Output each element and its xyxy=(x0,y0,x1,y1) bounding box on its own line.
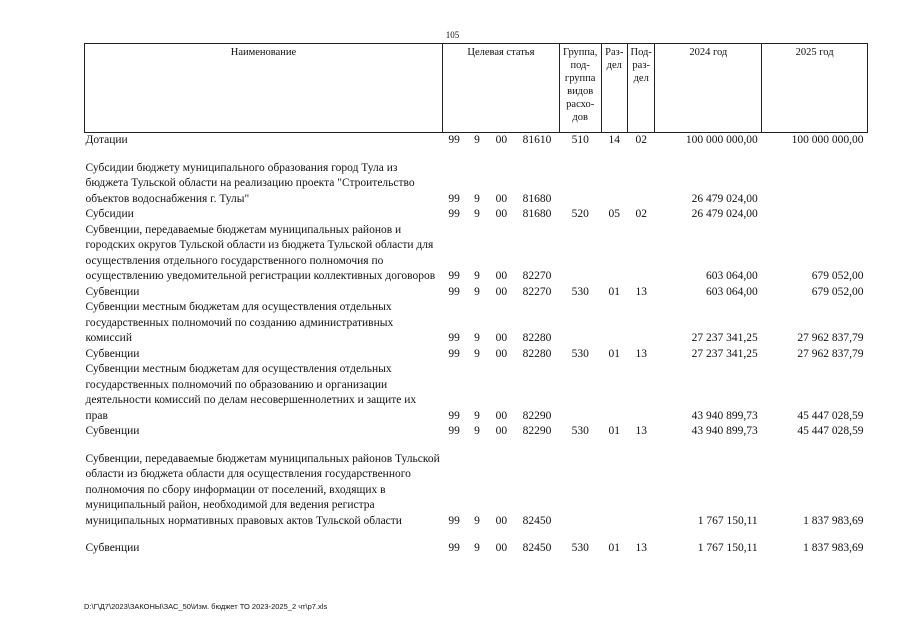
page-number: 105 xyxy=(445,30,460,40)
table-row xyxy=(85,223,868,285)
row-section: 01 xyxy=(608,425,620,437)
row-name: Дотации xyxy=(85,134,128,146)
row-name: Субвенции xyxy=(85,542,140,554)
row-expense-group xyxy=(559,440,601,530)
header-year-2025: 2025 год xyxy=(762,44,868,133)
header-target-article: Целевая статья xyxy=(442,44,559,133)
row-name: Субвенции местным бюджетам для осуществления отдельных государственных полномочий по созданию административных комиссий xyxy=(85,301,394,344)
table-row xyxy=(85,529,868,557)
row-section xyxy=(601,300,627,347)
row-target-code: 81680 xyxy=(522,192,552,205)
table-row xyxy=(85,149,868,208)
row-amount-2024: 26 479 024,00 xyxy=(691,208,758,220)
row-target-subprogram: 9 xyxy=(474,285,480,298)
row-target-direction: 00 xyxy=(495,514,508,527)
row-target-code: 82280 xyxy=(522,332,552,344)
row-target-subprogram: 9 xyxy=(474,270,480,282)
row-subsection: 13 xyxy=(635,285,647,298)
row-subsection xyxy=(627,149,654,208)
row-target-code: 82450 xyxy=(522,514,552,527)
row-amount-2025: 27 962 837,79 xyxy=(797,347,864,360)
row-amount-2024: 603 064,00 xyxy=(705,270,758,282)
file-path-footer: D:\Г\Д7\2023\ЗАКОНЫ\ЗАС_50\Изм. бюджет ТО 2023-2025_2 чт\р7.xls xyxy=(84,602,328,611)
row-subsection xyxy=(627,440,654,530)
row-target-subprogram: 9 xyxy=(474,514,480,527)
row-amount-2024: 43 940 899,73 xyxy=(691,409,758,422)
header-name: Наименование xyxy=(85,44,443,133)
row-amount-2025: 45 447 028,59 xyxy=(797,425,864,437)
row-target-direction: 00 xyxy=(495,347,508,360)
table-body xyxy=(85,133,868,557)
row-subsection: 13 xyxy=(635,542,647,554)
row-target-subprogram: 9 xyxy=(474,347,480,360)
row-amount-2025: 679 052,00 xyxy=(811,285,864,298)
row-name: Субвенции, передаваемые бюджетам муниципальных районов и городских округов Тульской области из бюджета Тульской области для осуществления отдельного государственного полномочия по осуществлению уведомительной регистрации коллективных договоров xyxy=(85,223,436,282)
row-subsection: 13 xyxy=(635,347,647,360)
row-expense-group xyxy=(559,362,601,424)
table-row xyxy=(85,347,868,363)
row-expense-group: 530 xyxy=(571,542,589,554)
row-target-code: 81680 xyxy=(522,208,552,220)
row-target-direction: 00 xyxy=(495,134,508,146)
row-amount-2025: 1 837 983,69 xyxy=(803,514,864,527)
row-target-program: 99 xyxy=(448,514,460,527)
row-name: Субсидии бюджету муниципального образования город Тула из бюджета Тульской области на реализацию проекта "Строительство объектов водоснабжения г. Тулы" xyxy=(85,161,415,205)
header-year-2024: 2024 год xyxy=(655,44,762,133)
row-target-direction: 00 xyxy=(495,208,508,220)
row-amount-2025: 679 052,00 xyxy=(811,270,864,282)
budget-table xyxy=(84,43,868,557)
row-name: Субвенции xyxy=(85,425,140,437)
row-target-subprogram: 9 xyxy=(474,332,480,344)
row-subsection: 13 xyxy=(635,425,647,437)
row-target-code: 82290 xyxy=(522,425,552,437)
row-expense-group: 520 xyxy=(571,208,589,220)
row-amount-2024: 100 000 000,00 xyxy=(685,134,758,146)
table-header xyxy=(85,44,868,133)
row-section: 01 xyxy=(608,542,620,554)
row-expense-group: 510 xyxy=(571,134,589,146)
header-section: Раз- дел xyxy=(601,44,627,133)
row-target-code: 82290 xyxy=(522,409,552,422)
table-row xyxy=(85,424,868,440)
row-subsection xyxy=(627,223,654,285)
row-target-program: 99 xyxy=(448,192,460,205)
row-target-program: 99 xyxy=(448,270,460,282)
row-section xyxy=(601,362,627,424)
row-amount-2024: 27 237 341,25 xyxy=(691,347,758,360)
row-target-direction: 00 xyxy=(495,542,508,554)
row-target-direction: 00 xyxy=(495,270,508,282)
row-target-direction: 00 xyxy=(495,192,508,205)
row-expense-group: 530 xyxy=(571,285,589,298)
row-subsection: 02 xyxy=(635,134,647,146)
row-target-program: 99 xyxy=(448,409,460,422)
row-name: Субвенции, передаваемые бюджетам муниципальных районов Тульской области из бюджета области для осуществления государственного полномочия по сбору информации от поселений, входящих в муниципальный район, необходимой для ведения регистра муниципальных нормативных правовых актов Тульской области xyxy=(85,452,440,527)
row-target-code: 82270 xyxy=(522,285,552,298)
row-target-subprogram: 9 xyxy=(474,192,480,205)
row-target-code: 82270 xyxy=(522,270,552,282)
row-target-subprogram: 9 xyxy=(474,409,480,422)
row-section: 01 xyxy=(608,347,620,360)
row-target-program: 99 xyxy=(448,542,460,554)
row-amount-2024: 26 479 024,00 xyxy=(691,192,758,205)
row-amount-2024: 1 767 150,11 xyxy=(697,542,758,554)
row-target-direction: 00 xyxy=(495,332,508,344)
row-section: 14 xyxy=(608,134,620,146)
row-name: Субвенции местным бюджетам для осуществления отдельных государственных полномочий по образованию и организации деятельности комиссий по делам несовершеннолетних и защите их прав xyxy=(85,363,417,422)
row-target-program: 99 xyxy=(448,332,460,344)
row-target-program: 99 xyxy=(448,347,460,360)
row-target-subprogram: 9 xyxy=(474,134,480,146)
row-target-subprogram: 9 xyxy=(474,542,480,554)
row-target-program: 99 xyxy=(448,285,460,298)
table-row xyxy=(85,133,868,149)
row-target-program: 99 xyxy=(448,425,460,437)
row-name: Субсидии xyxy=(85,208,134,220)
row-amount-2024: 43 940 899,73 xyxy=(691,425,758,437)
row-expense-group: 530 xyxy=(571,347,589,360)
header-subsection: Под- раз- дел xyxy=(627,44,654,133)
row-section: 01 xyxy=(608,285,620,298)
row-expense-group: 530 xyxy=(571,425,589,437)
row-amount-2025: 27 962 837,79 xyxy=(797,332,864,344)
row-subsection xyxy=(627,300,654,347)
row-target-code: 81610 xyxy=(522,134,552,146)
row-expense-group xyxy=(559,300,601,347)
row-amount-2025: 100 000 000,00 xyxy=(791,134,864,146)
row-amount-2025: 1 837 983,69 xyxy=(803,542,864,554)
row-amount-2025 xyxy=(762,149,868,208)
row-amount-2025: 45 447 028,59 xyxy=(797,409,864,422)
row-target-direction: 00 xyxy=(495,285,508,298)
row-target-direction: 00 xyxy=(495,425,508,437)
table-row xyxy=(85,440,868,530)
row-expense-group xyxy=(559,223,601,285)
row-target-program: 99 xyxy=(448,134,460,146)
row-section: 05 xyxy=(608,208,620,220)
row-amount-2025 xyxy=(762,207,868,223)
row-target-program: 99 xyxy=(448,208,460,220)
row-section xyxy=(601,223,627,285)
row-target-code: 82450 xyxy=(522,542,552,554)
row-amount-2024: 1 767 150,11 xyxy=(697,514,758,527)
row-amount-2024: 27 237 341,25 xyxy=(691,332,758,344)
header-expense-group: Группа, под- группа видов расхо- дов xyxy=(559,44,601,133)
row-target-subprogram: 9 xyxy=(474,208,480,220)
row-expense-group xyxy=(559,149,601,208)
row-target-subprogram: 9 xyxy=(474,425,480,437)
row-target-code: 82280 xyxy=(522,347,552,360)
row-section xyxy=(601,440,627,530)
row-section xyxy=(601,149,627,208)
table-row xyxy=(85,285,868,301)
row-name: Субвенции xyxy=(85,347,140,360)
table-row xyxy=(85,362,868,424)
row-subsection: 02 xyxy=(635,208,647,220)
row-target-direction: 00 xyxy=(495,409,508,422)
row-name: Субвенции xyxy=(85,285,140,298)
table-row xyxy=(85,207,868,223)
table-row xyxy=(85,300,868,347)
row-subsection xyxy=(627,362,654,424)
row-amount-2024: 603 064,00 xyxy=(705,285,758,298)
